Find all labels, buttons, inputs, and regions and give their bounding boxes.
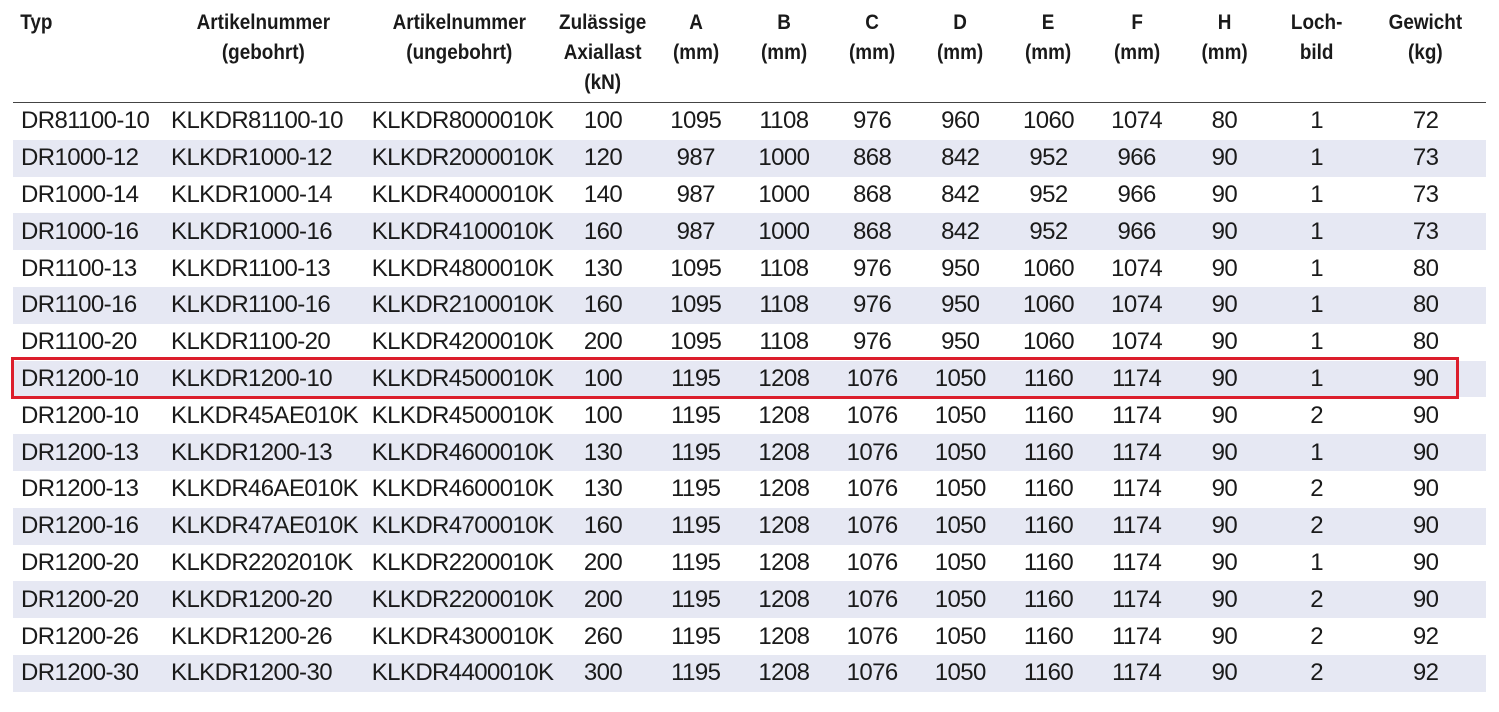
cell-typ: DR1200-20 [21, 548, 139, 576]
table-row [13, 287, 1486, 324]
cell-artikelnummer-gebohrt: KLKDR45AE010K [171, 401, 359, 429]
cell-artikelnummer-ungebohrt: KLKDR4700010K [364, 508, 555, 545]
cell-a: 1095 [670, 107, 722, 135]
cell-e: 1060 [1022, 254, 1074, 282]
cell-c: 976 [828, 287, 916, 324]
cell-zulaessige-axiallast: 130 [583, 254, 623, 282]
cell-f: 966 [1093, 140, 1181, 177]
cell-d: 1050 [916, 508, 1004, 545]
cell-a: 987 [652, 140, 740, 177]
cell-e: 1160 [1023, 548, 1074, 576]
cell-typ: DR1200-20 [13, 581, 163, 618]
column-header-h [1185, 8, 1263, 103]
cell-artikelnummer-gebohrt: KLKDR47AE010K [163, 508, 364, 545]
cell-d: 1050 [916, 581, 1004, 618]
cell-artikelnummer-gebohrt: KLKDR46AE010K [171, 475, 359, 503]
cell-lochbild: 2 [1310, 622, 1323, 650]
cell-f: 966 [1117, 180, 1156, 208]
cell-h: 90 [1211, 475, 1238, 503]
table-row [13, 324, 1486, 361]
cell-f: 1174 [1112, 548, 1162, 576]
table-row [13, 213, 1486, 250]
cell-c: 976 [852, 107, 892, 135]
cell-typ: DR1000-12 [13, 140, 163, 177]
cell-d: 842 [916, 140, 1004, 177]
column-header-text: (kN) [584, 71, 622, 94]
cell-d: 1050 [916, 361, 1004, 398]
cell-a: 1095 [670, 254, 722, 282]
cell-artikelnummer-ungebohrt: KLKDR4400010K [364, 655, 555, 692]
column-header-text: (mm) [937, 41, 984, 64]
column-header-text: Zulässige [559, 11, 647, 34]
cell-typ: DR1000-14 [21, 180, 139, 208]
cell-zulaessige-axiallast: 200 [583, 328, 623, 356]
cell-e: 1060 [1022, 328, 1074, 356]
cell-c: 976 [852, 254, 892, 282]
column-header-zulaessige-axiallast [559, 8, 647, 103]
column-header-text: D [953, 11, 968, 34]
cell-a: 987 [676, 180, 715, 208]
cell-h: 90 [1181, 361, 1268, 398]
column-header-text: (mm) [849, 41, 896, 64]
cell-h: 90 [1181, 140, 1268, 177]
cell-c: 1076 [828, 581, 916, 618]
cell-b: 1000 [758, 180, 810, 208]
cell-d: 1050 [934, 475, 986, 503]
cell-e: 1160 [1023, 475, 1074, 503]
cell-f: 1074 [1111, 254, 1163, 282]
column-header-text: Artikelnummer [196, 11, 331, 34]
cell-h: 90 [1211, 328, 1238, 356]
cell-zulaessige-axiallast: 260 [583, 622, 623, 650]
column-header-artikelnummer-ungebohrt [373, 8, 545, 103]
cell-a: 1195 [671, 548, 721, 576]
cell-gewicht: 90 [1412, 548, 1439, 576]
cell-zulaessige-axiallast: 140 [583, 180, 623, 208]
cell-a: 1195 [652, 508, 740, 545]
cell-e: 1160 [1023, 622, 1074, 650]
table-row [13, 471, 1486, 508]
cell-e: 1160 [1004, 361, 1092, 398]
header-row [13, 8, 1486, 103]
cell-artikelnummer-ungebohrt: KLKDR4100010K [364, 213, 555, 250]
product-table-container [13, 8, 1486, 692]
table-row [13, 545, 1486, 582]
cell-artikelnummer-gebohrt: KLKDR1100-20 [171, 328, 331, 356]
product-table [13, 8, 1486, 692]
cell-f: 1174 [1112, 622, 1162, 650]
cell-artikelnummer-gebohrt: KLKDR1000-14 [171, 180, 332, 208]
column-header-c [832, 8, 911, 103]
cell-e: 1160 [1023, 401, 1074, 429]
table-header [13, 8, 1486, 103]
table-row [13, 618, 1486, 655]
column-header-text: F [1130, 11, 1143, 34]
cell-b: 1208 [740, 361, 828, 398]
cell-d: 1050 [934, 401, 986, 429]
cell-b: 1000 [740, 140, 828, 177]
cell-artikelnummer-ungebohrt: KLKDR8000010K [371, 107, 554, 135]
column-header-text: bild [1299, 41, 1334, 64]
cell-typ: DR1100-13 [21, 254, 137, 282]
cell-h: 80 [1211, 107, 1238, 135]
cell-typ: DR1200-10 [13, 361, 163, 398]
cell-a: 987 [652, 213, 740, 250]
cell-h: 90 [1181, 434, 1268, 471]
table-body [13, 103, 1486, 692]
cell-gewicht: 92 [1412, 622, 1439, 650]
cell-c: 1076 [828, 361, 916, 398]
table-row [13, 103, 1486, 140]
cell-a: 1095 [670, 328, 722, 356]
cell-c: 976 [852, 328, 892, 356]
cell-zulaessige-axiallast: 100 [554, 361, 651, 398]
cell-gewicht: 90 [1365, 434, 1486, 471]
cell-gewicht: 92 [1365, 655, 1486, 692]
cell-d: 1050 [934, 548, 986, 576]
column-header-text: (ungebohrt) [406, 41, 513, 64]
cell-artikelnummer-ungebohrt: KLKDR4800010K [371, 254, 554, 282]
cell-artikelnummer-gebohrt: KLKDR1200-20 [163, 581, 364, 618]
cell-lochbild: 1 [1268, 140, 1365, 177]
cell-h: 90 [1211, 254, 1238, 282]
cell-lochbild: 2 [1268, 581, 1365, 618]
cell-zulaessige-axiallast: 160 [554, 287, 651, 324]
cell-gewicht: 73 [1412, 180, 1439, 208]
cell-f: 1074 [1111, 107, 1163, 135]
cell-gewicht: 90 [1365, 361, 1486, 398]
cell-e: 1060 [1022, 107, 1074, 135]
column-header-text: C [865, 11, 879, 34]
table-row-highlighted [13, 361, 1486, 398]
cell-d: 842 [941, 180, 980, 208]
cell-b: 1208 [740, 508, 828, 545]
cell-artikelnummer-ungebohrt: KLKDR4500010K [371, 401, 554, 429]
cell-b: 1108 [759, 254, 809, 282]
cell-zulaessige-axiallast: 200 [554, 581, 651, 618]
cell-a: 1195 [671, 401, 721, 429]
cell-c: 1076 [828, 434, 916, 471]
cell-zulaessige-axiallast: 200 [583, 548, 623, 576]
cell-zulaessige-axiallast: 130 [554, 434, 651, 471]
cell-typ: DR81100-10 [21, 107, 150, 135]
cell-h: 90 [1211, 180, 1238, 208]
column-header-gewicht [1371, 8, 1480, 103]
cell-artikelnummer-gebohrt: KLKDR1100-13 [171, 254, 331, 282]
cell-artikelnummer-ungebohrt: KLKDR4300010K [371, 622, 554, 650]
cell-a: 1195 [671, 622, 721, 650]
cell-typ: DR1200-30 [13, 655, 163, 692]
cell-h: 90 [1211, 548, 1238, 576]
cell-h: 90 [1181, 581, 1268, 618]
cell-zulaessige-axiallast: 160 [554, 508, 651, 545]
cell-artikelnummer-ungebohrt: KLKDR2200010K [364, 581, 555, 618]
cell-e: 952 [1004, 213, 1092, 250]
cell-d: 950 [941, 328, 980, 356]
cell-artikelnummer-gebohrt: KLKDR1000-12 [163, 140, 364, 177]
cell-f: 1174 [1093, 508, 1181, 545]
cell-a: 1095 [652, 287, 740, 324]
column-header-artikelnummer-gebohrt [173, 8, 354, 103]
cell-h: 90 [1181, 287, 1268, 324]
cell-d: 1050 [934, 622, 986, 650]
cell-artikelnummer-ungebohrt: KLKDR4200010K [371, 328, 554, 356]
cell-a: 1195 [652, 655, 740, 692]
cell-c: 1076 [846, 475, 898, 503]
cell-lochbild: 1 [1310, 548, 1323, 576]
cell-b: 1208 [758, 548, 810, 576]
cell-b: 1208 [758, 475, 810, 503]
cell-gewicht: 73 [1365, 213, 1486, 250]
cell-f: 1174 [1093, 581, 1181, 618]
cell-a: 1195 [652, 434, 740, 471]
cell-c: 1076 [846, 548, 898, 576]
cell-gewicht: 72 [1412, 107, 1439, 135]
column-header-text: (mm) [672, 41, 719, 64]
cell-artikelnummer-ungebohrt: KLKDR4600010K [371, 475, 554, 503]
cell-c: 868 [828, 213, 916, 250]
cell-b: 1000 [740, 213, 828, 250]
cell-zulaessige-axiallast: 130 [583, 475, 623, 503]
cell-gewicht: 80 [1365, 287, 1486, 324]
cell-typ: DR1100-16 [13, 287, 163, 324]
cell-gewicht: 90 [1412, 401, 1439, 429]
cell-gewicht: 90 [1412, 475, 1439, 503]
cell-e: 952 [1004, 140, 1092, 177]
cell-f: 1174 [1112, 475, 1162, 503]
cell-h: 90 [1181, 213, 1268, 250]
cell-gewicht: 90 [1365, 508, 1486, 545]
cell-zulaessige-axiallast: 100 [583, 107, 623, 135]
cell-f: 966 [1093, 213, 1181, 250]
cell-artikelnummer-gebohrt: KLKDR1200-10 [163, 361, 364, 398]
cell-c: 1076 [846, 401, 898, 429]
column-header-text: (mm) [1201, 41, 1248, 64]
table-row [13, 140, 1486, 177]
column-header-typ [13, 8, 148, 103]
cell-h: 90 [1211, 401, 1238, 429]
cell-b: 1208 [740, 655, 828, 692]
cell-zulaessige-axiallast: 120 [554, 140, 651, 177]
cell-f: 1174 [1093, 434, 1181, 471]
cell-lochbild: 2 [1268, 508, 1365, 545]
table-row [13, 508, 1486, 545]
cell-artikelnummer-gebohrt: KLKDR1100-16 [163, 287, 364, 324]
column-header-lochbild [1273, 8, 1361, 103]
column-header-text: H [1217, 11, 1232, 34]
cell-typ: DR1200-16 [13, 508, 163, 545]
cell-b: 1208 [740, 581, 828, 618]
cell-lochbild: 1 [1310, 180, 1323, 208]
cell-b: 1208 [758, 622, 810, 650]
cell-artikelnummer-gebohrt: KLKDR1200-30 [163, 655, 364, 692]
cell-typ: DR1200-26 [21, 622, 139, 650]
cell-lochbild: 2 [1268, 655, 1365, 692]
cell-artikelnummer-ungebohrt: KLKDR4600010K [364, 434, 555, 471]
cell-lochbild: 1 [1268, 434, 1365, 471]
cell-gewicht: 90 [1365, 581, 1486, 618]
table-row [13, 250, 1486, 287]
column-header-text: (mm) [1025, 41, 1072, 64]
cell-a: 1195 [652, 581, 740, 618]
cell-gewicht: 80 [1412, 328, 1439, 356]
cell-typ: DR1200-13 [21, 475, 139, 503]
cell-artikelnummer-ungebohrt: KLKDR2000010K [364, 140, 555, 177]
cell-artikelnummer-gebohrt: KLKDR1200-26 [171, 622, 332, 650]
column-header-e [1009, 8, 1088, 103]
column-header-text: Loch- [1290, 11, 1343, 34]
cell-b: 1108 [759, 107, 809, 135]
cell-f: 1074 [1093, 287, 1181, 324]
cell-artikelnummer-ungebohrt: KLKDR2100010K [364, 287, 555, 324]
cell-f: 1074 [1111, 328, 1163, 356]
cell-artikelnummer-ungebohrt: KLKDR4500010K [364, 361, 555, 398]
column-header-text: Gewicht [1388, 11, 1463, 34]
cell-artikelnummer-ungebohrt: KLKDR4000010K [371, 180, 554, 208]
cell-lochbild: 2 [1310, 401, 1323, 429]
cell-lochbild: 1 [1268, 287, 1365, 324]
cell-d: 960 [941, 107, 980, 135]
cell-lochbild: 1 [1310, 254, 1323, 282]
cell-e: 1160 [1004, 434, 1092, 471]
cell-b: 1208 [740, 434, 828, 471]
cell-e: 952 [1029, 180, 1068, 208]
cell-d: 1050 [916, 655, 1004, 692]
cell-e: 1160 [1004, 655, 1092, 692]
table-row [13, 655, 1486, 692]
column-header-text: (kg) [1408, 41, 1443, 64]
column-header-text: B [777, 11, 791, 34]
cell-artikelnummer-ungebohrt: KLKDR2200010K [371, 548, 554, 576]
cell-a: 1195 [652, 361, 740, 398]
column-header-text: (mm) [1113, 41, 1160, 64]
cell-artikelnummer-gebohrt: KLKDR81100-10 [171, 107, 343, 135]
cell-artikelnummer-gebohrt: KLKDR1000-16 [163, 213, 364, 250]
column-header-b [744, 8, 823, 103]
cell-e: 1160 [1004, 508, 1092, 545]
cell-h: 90 [1181, 508, 1268, 545]
column-header-text: E [1042, 11, 1055, 34]
cell-lochbild: 1 [1268, 361, 1365, 398]
cell-e: 1160 [1004, 581, 1092, 618]
table-row [13, 397, 1486, 434]
cell-f: 1174 [1093, 361, 1181, 398]
cell-d: 842 [916, 213, 1004, 250]
table-row [13, 177, 1486, 214]
cell-typ: DR1000-16 [13, 213, 163, 250]
table-row [13, 581, 1486, 618]
cell-d: 950 [916, 287, 1004, 324]
column-header-text: Typ [20, 11, 53, 34]
cell-b: 1108 [740, 287, 828, 324]
cell-b: 1108 [759, 328, 809, 356]
cell-zulaessige-axiallast: 160 [554, 213, 651, 250]
cell-lochbild: 1 [1310, 107, 1323, 135]
cell-c: 868 [828, 140, 916, 177]
cell-f: 1174 [1112, 401, 1162, 429]
column-header-text: Artikelnummer [392, 11, 526, 34]
cell-gewicht: 73 [1365, 140, 1486, 177]
cell-c: 868 [852, 180, 892, 208]
cell-lochbild: 2 [1310, 475, 1323, 503]
cell-typ: DR1200-10 [21, 401, 139, 429]
cell-lochbild: 1 [1268, 213, 1365, 250]
column-header-text: A [688, 11, 703, 34]
cell-c: 1076 [828, 655, 916, 692]
column-header-d [921, 8, 1000, 103]
cell-gewicht: 80 [1412, 254, 1439, 282]
cell-zulaessige-axiallast: 100 [583, 401, 623, 429]
cell-artikelnummer-gebohrt: KLKDR2202010K [171, 548, 353, 576]
cell-d: 1050 [916, 434, 1004, 471]
cell-e: 1060 [1004, 287, 1092, 324]
column-header-a [656, 8, 735, 103]
cell-c: 1076 [846, 622, 898, 650]
column-header-f [1097, 8, 1176, 103]
table-row [13, 434, 1486, 471]
cell-c: 1076 [828, 508, 916, 545]
cell-typ: DR1100-20 [21, 328, 137, 356]
column-header-text: Axiallast [564, 41, 642, 64]
cell-h: 90 [1181, 655, 1268, 692]
column-header-text: (gebohrt) [221, 41, 305, 64]
cell-typ: DR1200-13 [13, 434, 163, 471]
cell-artikelnummer-gebohrt: KLKDR1200-13 [163, 434, 364, 471]
cell-zulaessige-axiallast: 300 [554, 655, 651, 692]
cell-a: 1195 [671, 475, 721, 503]
cell-lochbild: 1 [1310, 328, 1323, 356]
cell-d: 950 [941, 254, 980, 282]
cell-h: 90 [1211, 622, 1238, 650]
cell-b: 1208 [758, 401, 810, 429]
cell-f: 1174 [1093, 655, 1181, 692]
column-header-text: (mm) [760, 41, 808, 64]
